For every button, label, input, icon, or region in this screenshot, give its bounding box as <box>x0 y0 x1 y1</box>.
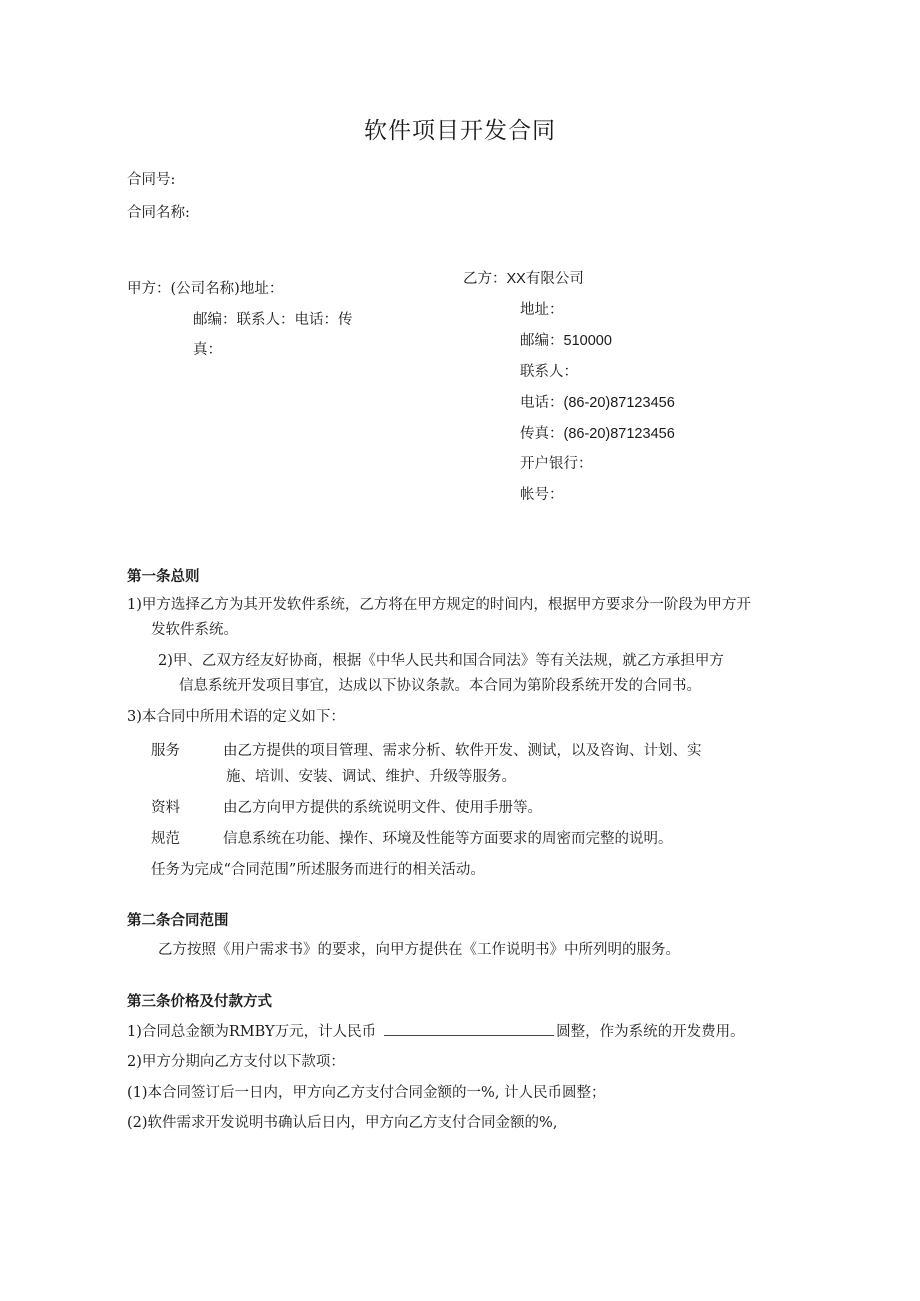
term-service-definition-1: 由乙方提供的项目管理、需求分析、软件开发、测试，以及咨询、计划、实 <box>223 743 702 759</box>
article-3-para-2: 2)甲方分期向乙方支付以下款项： <box>127 1054 345 1070</box>
article-3-heading: 第三条价格及付款方式 <box>127 994 272 1010</box>
term-materials: 资料 <box>151 800 180 816</box>
article-2-heading: 第二条合同范围 <box>127 913 229 929</box>
article-2-para-1: 乙方按照《用户需求书》的要求，向甲方提供在《工作说明书》中所列明的服务。 <box>158 942 680 958</box>
article-3-para-1 <box>127 1021 745 1042</box>
article-3-para-1-prefix: 1)合同总金额为RMBY万元，计人民币 <box>127 1024 377 1040</box>
term-service-definition-2: 施、培训、安装、调试、维护、升级等服务。 <box>226 769 516 785</box>
article-1-heading: 第一条总则 <box>127 569 200 585</box>
contract-number-label: 合同号: <box>127 172 176 188</box>
party-b-phone: 电话：(86-20)87123456 <box>520 395 675 411</box>
article-3-para-4: (2)软件需求开发说明书确认后日内，甲方向乙方支付合同金额的%, <box>127 1115 558 1131</box>
article-1-para-2-line-2: 信息系统开发项目事宜，达成以下协议条款。本合同为第阶段系统开发的合同书。 <box>179 678 701 694</box>
article-3-para-1-suffix: 圆整，作为系统的开发费用。 <box>556 1024 745 1040</box>
party-b-account: 帐号： <box>520 487 564 503</box>
term-service: 服务 <box>151 743 180 759</box>
term-specification: 规范 <box>151 831 180 847</box>
party-a-line-2: 邮编：联系人：电话：传 <box>193 312 353 328</box>
party-a-line-1: 甲方：(公司名称)地址： <box>127 281 284 297</box>
article-1-para-1-line-1: 1)甲方选择乙方为其开发软件系统，乙方将在甲方规定的时间内，根据甲方要求分一阶段为甲方开 <box>127 597 751 613</box>
term-row-service <box>151 741 702 761</box>
term-task-line: 任务为完成“合同范围”所述服务而进行的相关活动。 <box>151 862 485 878</box>
term-row-specification <box>151 829 673 849</box>
page-title: 软件项目开发合同 <box>364 118 556 144</box>
amount-blank-line <box>384 1021 554 1036</box>
article-3-para-3: (1)本合同签订后一日内，甲方向乙方支付合同金额的一%, 计人民币圆整； <box>127 1085 606 1101</box>
party-b-contact: 联系人： <box>520 364 578 380</box>
article-1-para-3: 3)本合同中所用术语的定义如下： <box>127 709 345 725</box>
term-specification-definition: 信息系统在功能、操作、环境及性能等方面要求的周密而完整的说明。 <box>223 831 673 847</box>
term-materials-definition: 由乙方向甲方提供的系统说明文件、使用手册等。 <box>223 800 542 816</box>
party-b-fax: 传真：(86-20)87123456 <box>520 426 675 442</box>
party-b-postcode: 邮编：510000 <box>520 333 612 349</box>
article-1-para-2-line-1: 2)甲、乙双方经友好协商，根据《中华人民共和国合同法》等有关法规，就乙方承担甲方 <box>158 653 724 669</box>
party-b-address: 地址： <box>520 302 564 318</box>
party-b-name: 乙方：XX有限公司 <box>463 271 584 287</box>
party-b-bank: 开户银行： <box>520 456 593 472</box>
party-a-line-3: 真： <box>193 342 222 358</box>
contract-name-label: 合同名称: <box>127 205 190 221</box>
article-1-para-1-line-2: 发软件系统。 <box>151 622 238 638</box>
term-row-materials <box>151 798 542 818</box>
